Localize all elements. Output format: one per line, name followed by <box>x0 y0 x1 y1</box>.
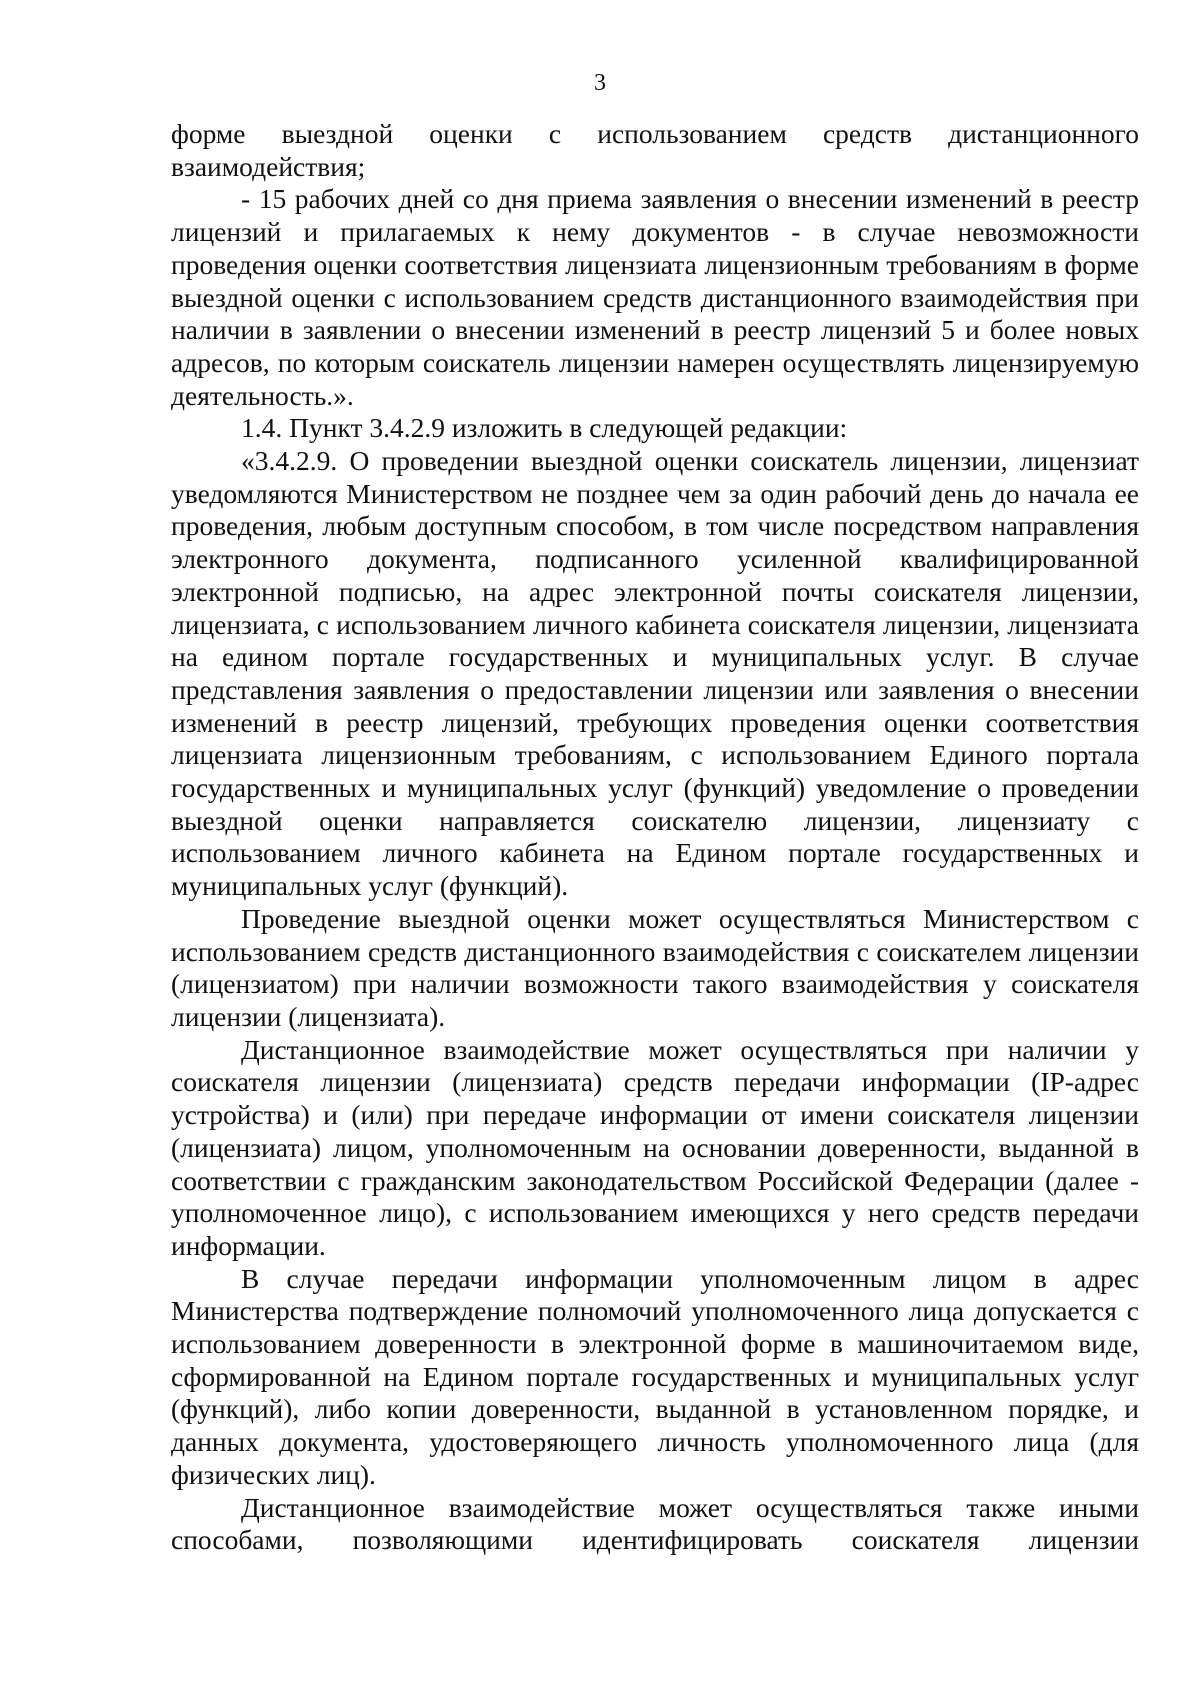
paragraph-authorized-person: В случае передачи информации уполномоченным лицом в адрес Министерства подтверждение полномочий уполномоченного лица допускается с использованием доверенности в электронной форме в машиночитаемом виде, сформированной на Едином портале государственных и муниципальных услуг (функций), либо копии доверенности, выданной в установленном порядке, и данных документа, удостоверяющего личность уполномоченного лица (для физических лиц). <box>171 1262 1139 1490</box>
page-number: 3 <box>594 70 606 96</box>
paragraph-continuation: форме выездной оценки с использованием средств дистанционного взаимодействия; <box>171 118 1139 182</box>
paragraph-deadline-item: - 15 рабочих дней со дня приема заявления о внесении изменений в реестр лицензий и прилагаемых к нему документов - в случае невозможности проведения оценки соответствия лицензиата лицензионным требованиям в форме выездной оценки с использованием средств дистанционного взаимодействия при наличии в заявлении о внесении изменений в реестр лицензий 5 и более новых адресов, по которым соискатель лицензии намерен осуществлять лицензируемую деятельность.». <box>171 183 1139 411</box>
paragraph-clause-3-4-2-9: «3.4.2.9. О проведении выездной оценки соискатель лицензии, лицензиат уведомляются Министерством не позднее чем за один рабочий день до начала ее проведения, любым доступным способом, в том числе посредством направления электронного документа, подписанного усиленной квалифицированной электронной подписью, на адрес электронной почты соискателя лицензии, лицензиата, с использованием личного кабинета соискателя лицензии, лицензиата на едином портале государственных и муниципальных услуг. В случае представления заявления о предоставлении лицензии или заявления о внесении изменений в реестр лицензий, требующих проведения оценки соответствия лицензиата лицензионным требованиям, с использованием Единого портала государственных и муниципальных услуг (функций) уведомление о проведении выездной оценки направляется соискателю лицензии, лицензиату с использованием личного кабинета на Едином портале государственных и муниципальных услуг (функций). <box>171 445 1139 902</box>
paragraph-amendment-heading: 1.4. Пункт 3.4.2.9 изложить в следующей редакции: <box>241 412 848 444</box>
paragraph-remote-interaction: Дистанционное взаимодействие может осуществляться при наличии у соискателя лицензии (лицензиата) средств передачи информации (IP-адрес устройства) и (или) при передаче информации от имени соискателя лицензии (лицензиата) лицом, уполномоченным на основании доверенности, выданной в соответствии с гражданским законодательством Российской Федерации (далее - уполномоченное лицо), с использованием имеющихся у него средств передачи информации. <box>171 1033 1139 1261</box>
paragraph-remote-assessment: Проведение выездной оценки может осуществляться Министерством с использованием средств дистанционного взаимодействия с соискателем лицензии (лицензиатом) при наличии возможности такого взаимодействия у соискателя лицензии (лицензиата). <box>171 902 1139 1032</box>
paragraph-other-methods: Дистанционное взаимодействие может осуществляться также иными способами, позволяющими идентифицировать соискателя лицензии <box>171 1491 1139 1556</box>
document-body <box>171 118 1139 1557</box>
